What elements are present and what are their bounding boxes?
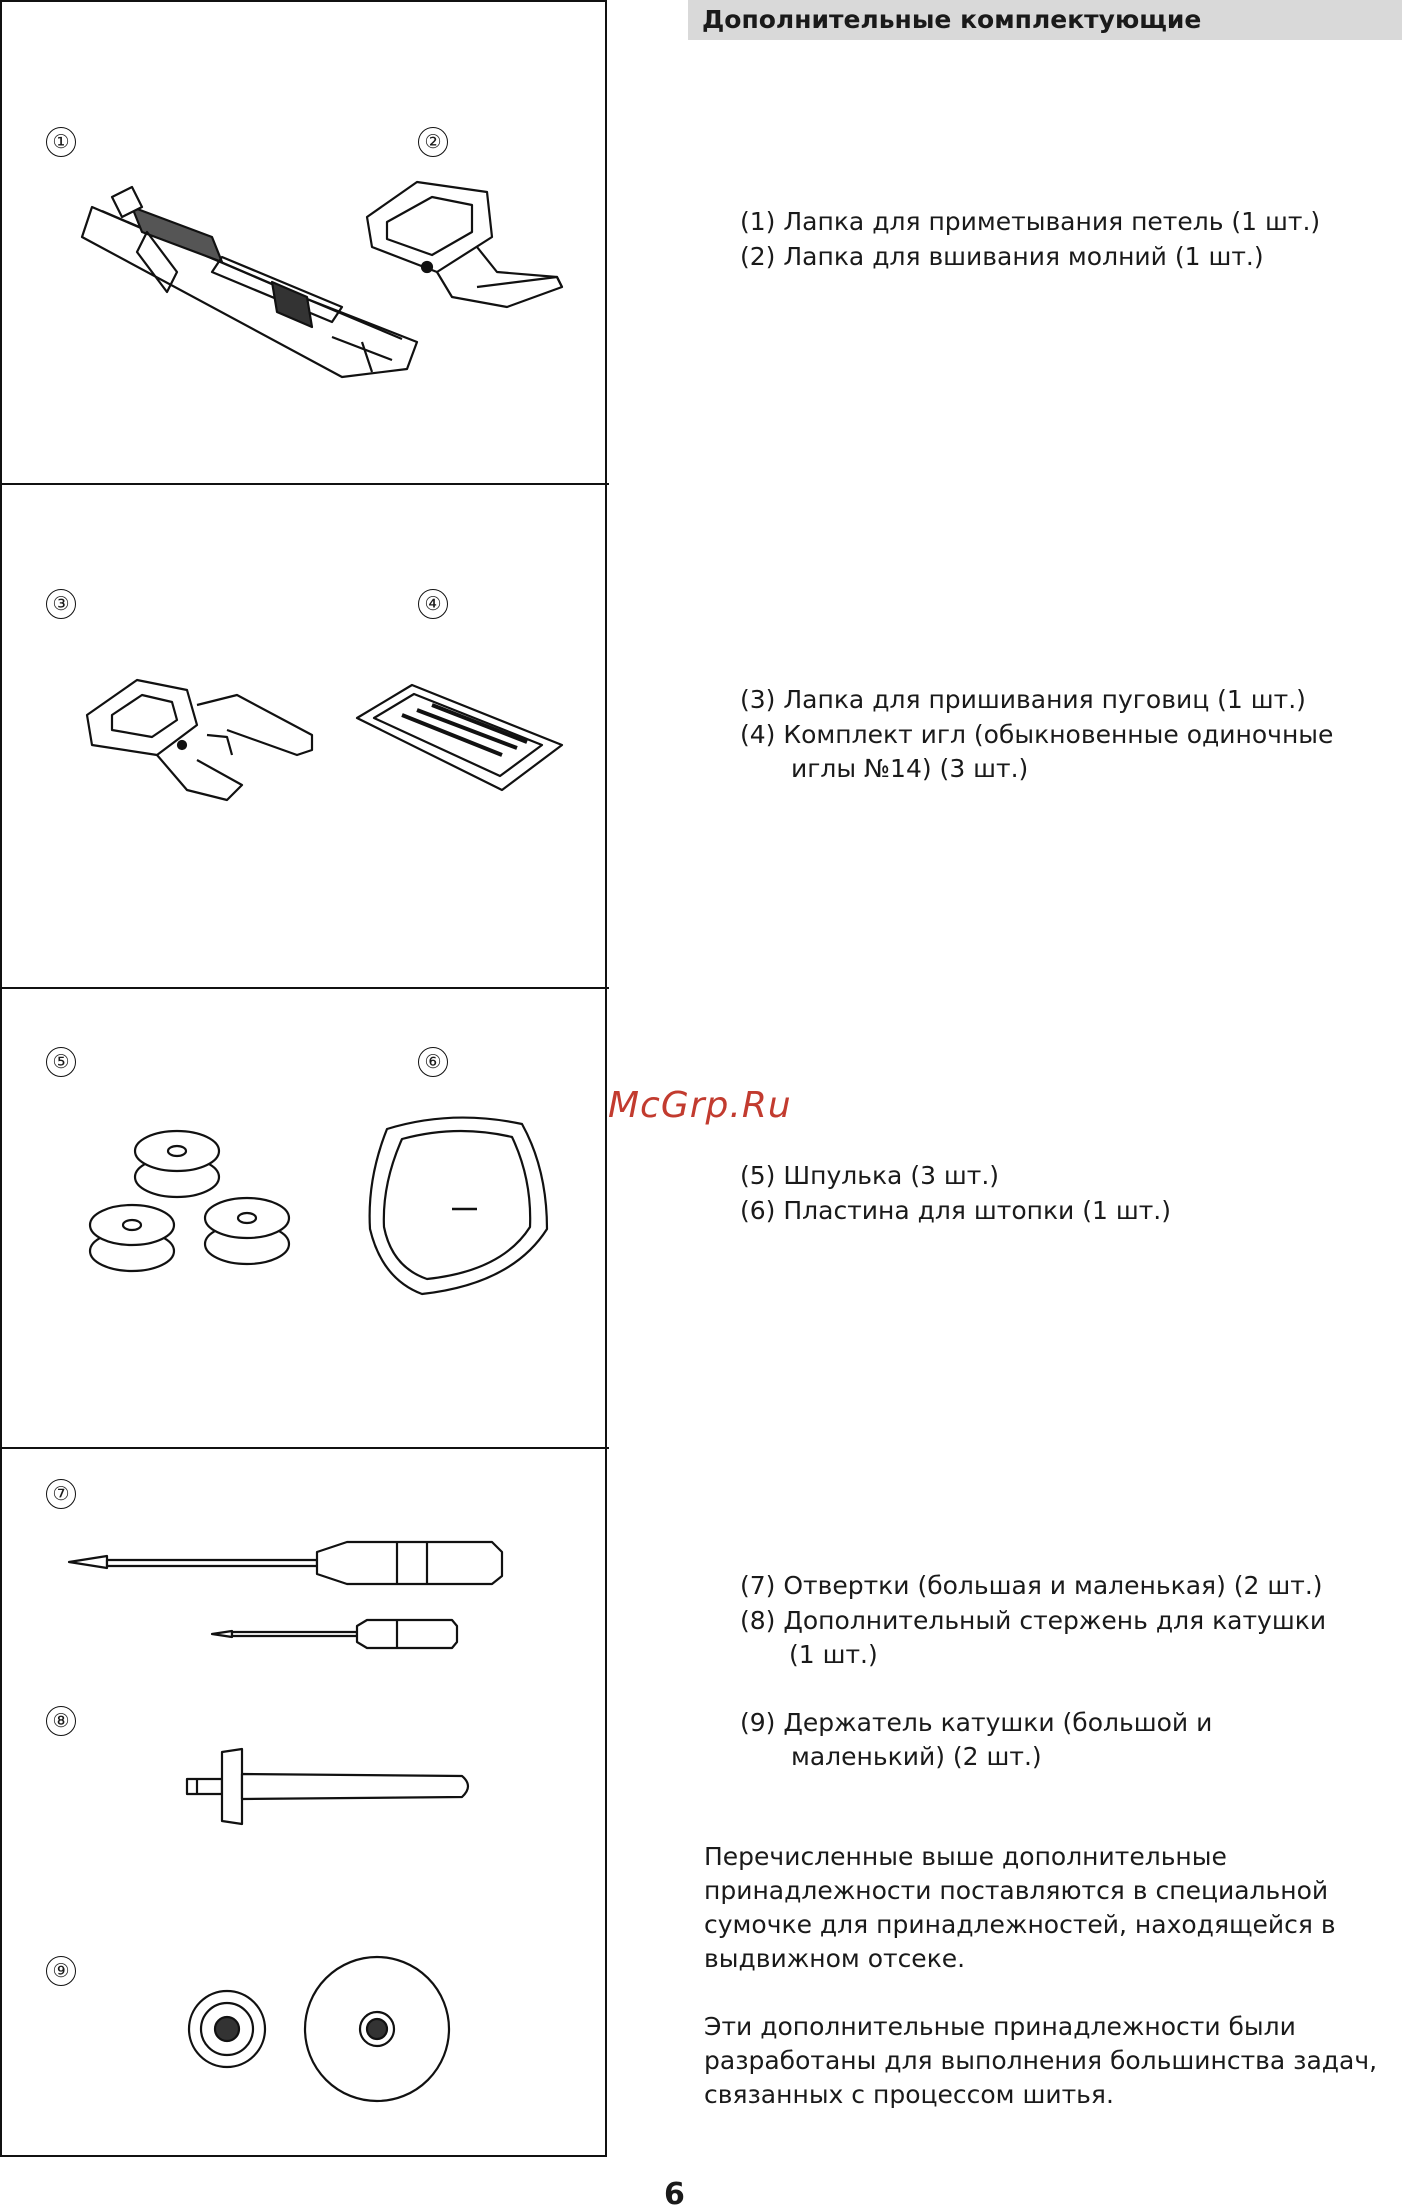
item-7-text: (7) Отвертки (большая и маленькая) (2 шт.) [740, 1571, 1323, 1600]
storage-paragraph: Перечисленные выше дополнительные принадлежности поставляются в специальной сумочке для принадлежностей, находящейся в выдвижном отсеке. [704, 1842, 1336, 1973]
panel-button-foot-needles [2, 483, 609, 987]
item-9-text: (9) Держатель катушки (большой и [740, 1708, 1213, 1737]
screwdrivers-illustration [67, 1534, 507, 1664]
marker-4: ④ [418, 589, 448, 619]
item-8-text-cont: (1 шт.) [789, 1640, 878, 1669]
item-8-text: (8) Дополнительный стержень для катушки [740, 1606, 1327, 1635]
item-6-text: (6) Пластина для штопки (1 шт.) [740, 1196, 1171, 1225]
item-3-text: (3) Лапка для пришивания пуговиц (1 шт.) [740, 685, 1306, 714]
marker-1: ① [46, 127, 76, 157]
item-5-text: (5) Шпулька (3 шт.) [740, 1161, 1000, 1190]
section-title: Дополнительные комплектующие [688, 0, 1402, 40]
panel-presser-feet [2, 2, 609, 483]
purpose-paragraph: Эти дополнительные принадлежности были разработаны для выполнения большинства задач, связанных с процессом шитья. [704, 2012, 1378, 2109]
marker-9: ⑨ [46, 1956, 76, 1986]
item-4-text-cont: иглы №14) (3 шт.) [791, 754, 1029, 783]
needle-pack-illustration [352, 680, 567, 795]
spool-holders-illustration [187, 1959, 467, 2119]
marker-5: ⑤ [46, 1047, 76, 1077]
item-4-text: (4) Комплект игл (обыкновенные одиночные [740, 720, 1334, 749]
spool-pin-illustration [182, 1744, 482, 1829]
marker-3: ③ [46, 589, 76, 619]
watermark: McGrp.Ru [608, 1085, 792, 1126]
marker-6: ⑥ [418, 1047, 448, 1077]
zipper-foot-illustration [357, 177, 577, 327]
bobbins-illustration [82, 1119, 302, 1319]
panel-bobbins-darning-plate [2, 987, 609, 1447]
marker-7: ⑦ [46, 1479, 76, 1509]
darning-plate-illustration [362, 1109, 557, 1304]
item-2-text: (2) Лапка для вшивания молний (1 шт.) [740, 242, 1264, 271]
illustration-frame [0, 0, 607, 2157]
button-foot-illustration [77, 675, 327, 815]
item-9-text-cont: маленький) (2 шт.) [791, 1742, 1042, 1771]
marker-8: ⑧ [46, 1706, 76, 1736]
page-number: 6 [664, 2177, 685, 2212]
panel-tools [2, 1447, 609, 2159]
item-1-text: (1) Лапка для приметывания петель (1 шт.) [740, 207, 1321, 236]
marker-2: ② [418, 127, 448, 157]
